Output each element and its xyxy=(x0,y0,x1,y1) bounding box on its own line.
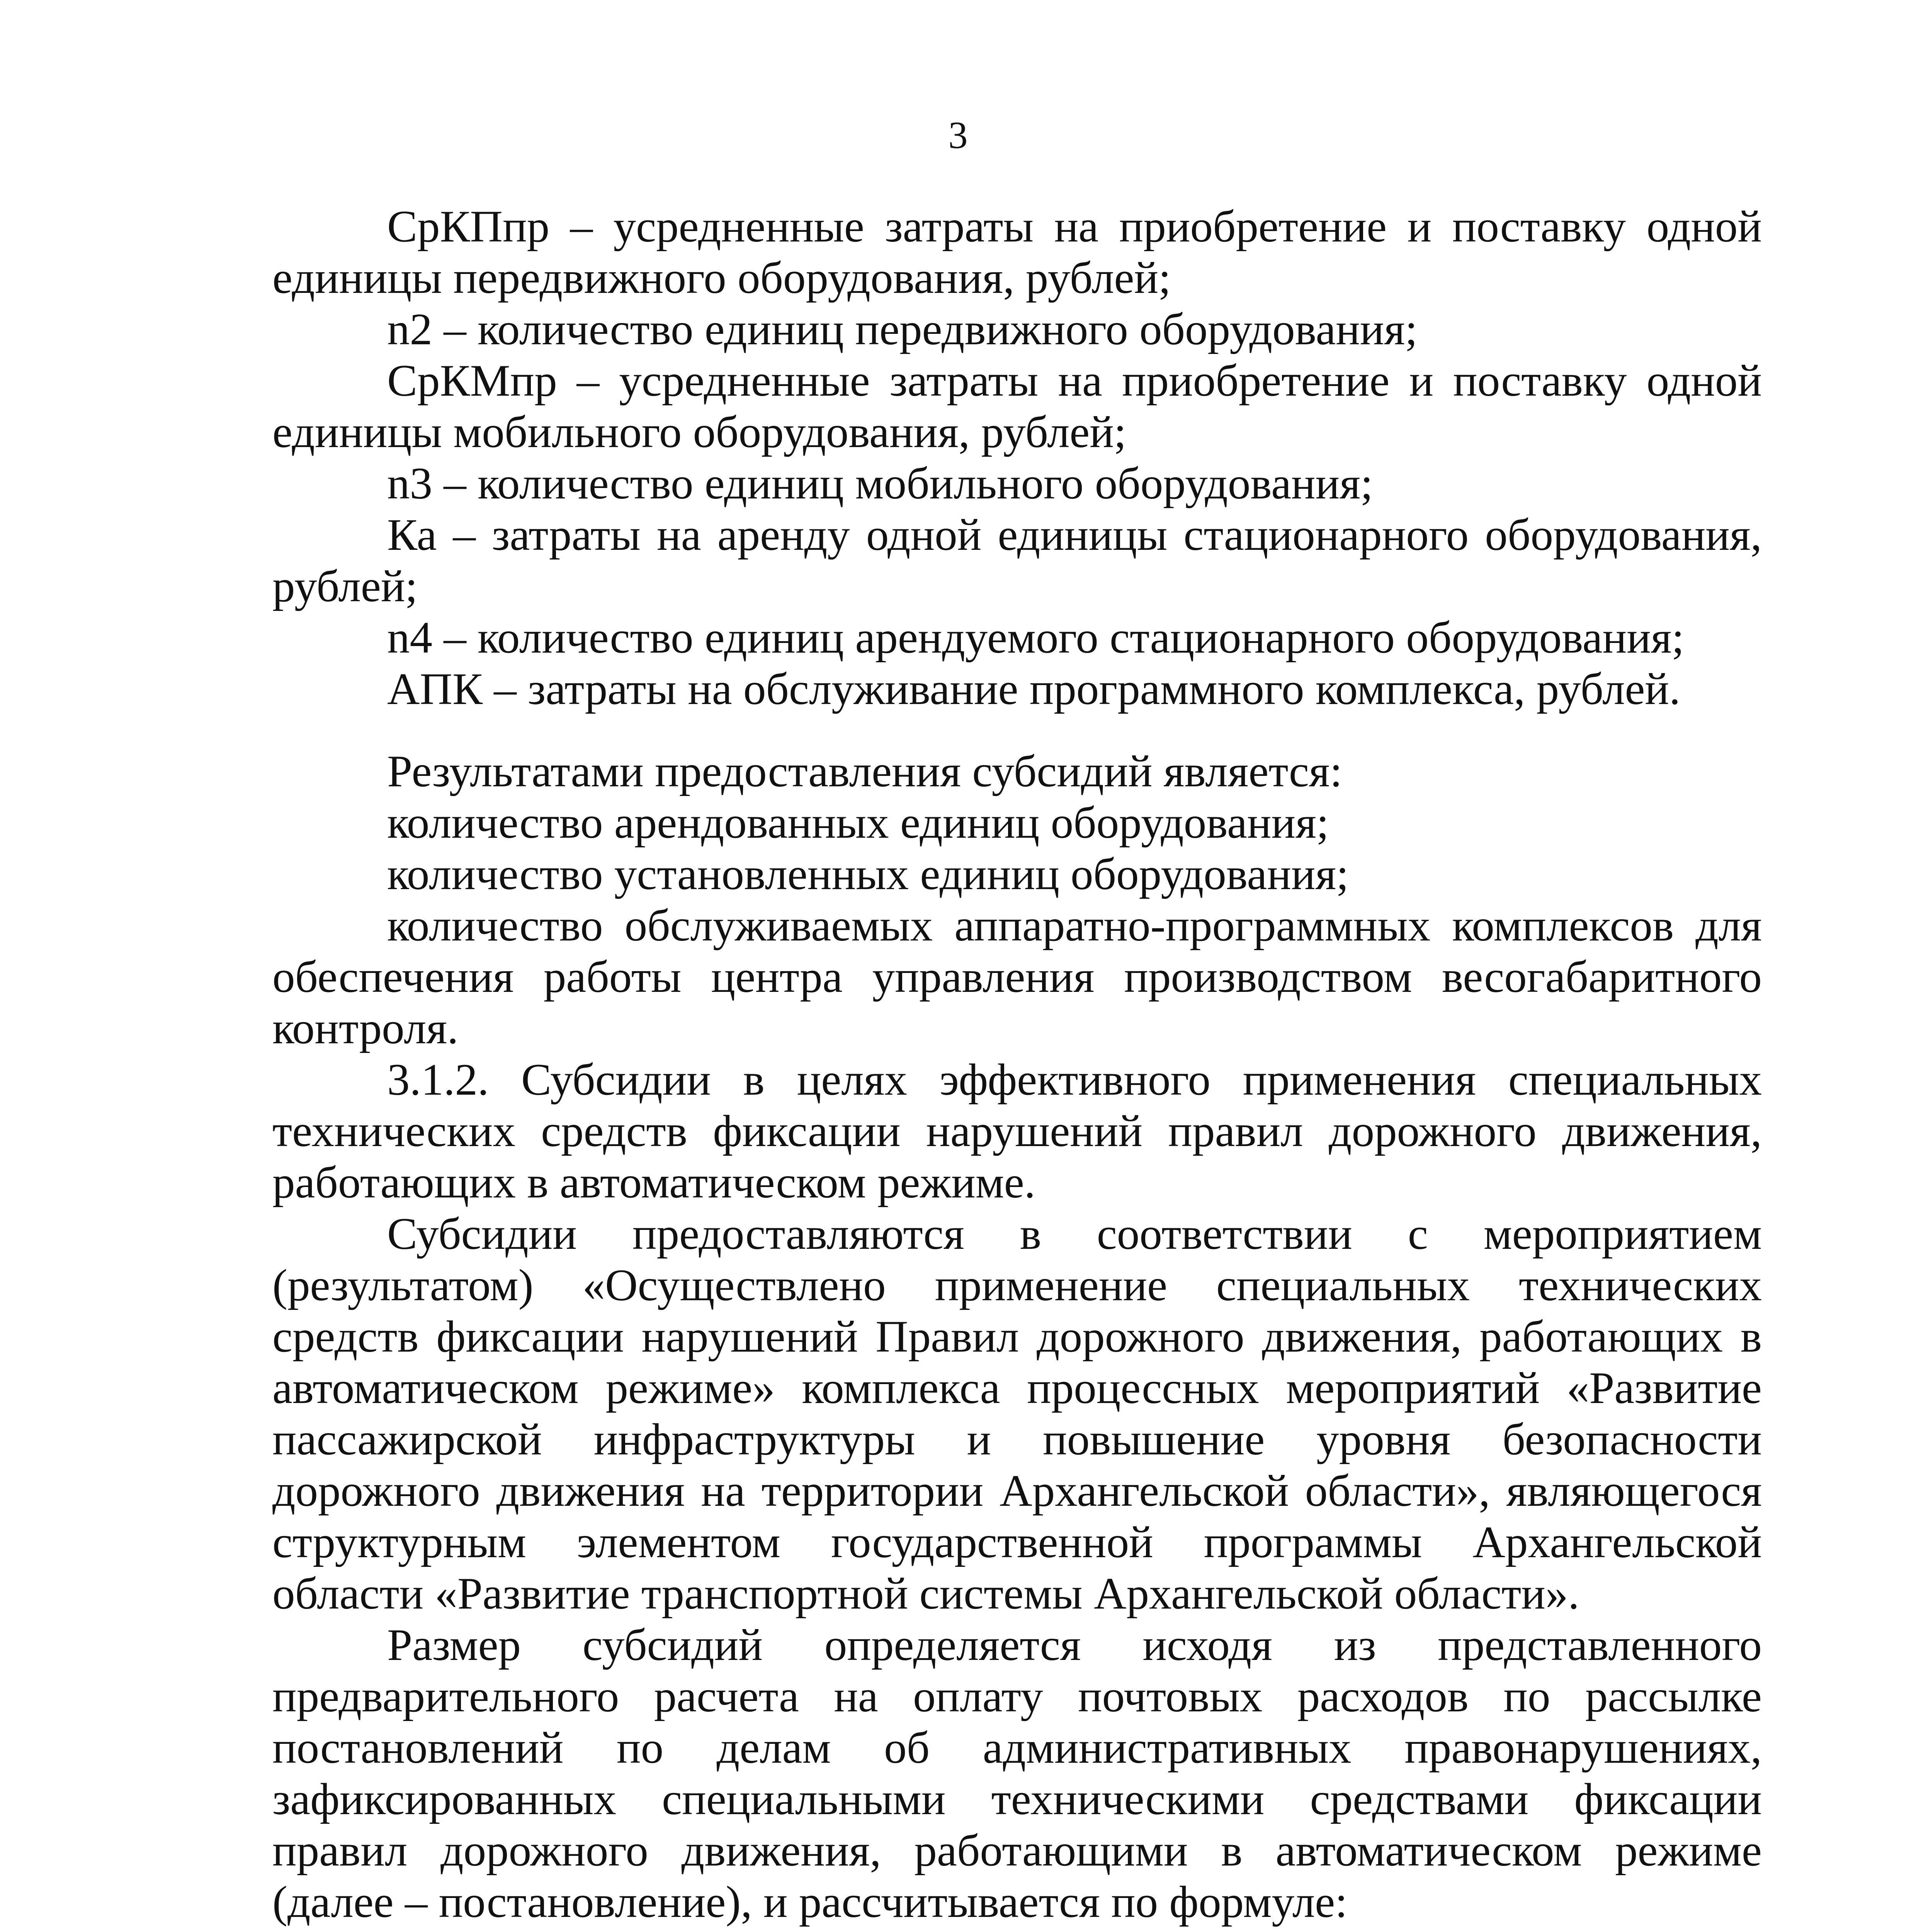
document-body xyxy=(272,201,1762,1932)
page-number: 3 xyxy=(948,114,968,156)
results-item: количество установленных единиц оборудования; xyxy=(387,849,1349,899)
definition-n3: n3 – количество единиц мобильного оборудования; xyxy=(387,459,1373,509)
section-heading-3-1-2: 3.1.2. Субсидии в целях эффективного применения специальных технических средств фиксации нарушений правил дорожного движения, работающих в автоматическом режиме. xyxy=(272,1055,1762,1208)
definition-apk: АПК – затраты на обслуживание программного комплекса, рублей. xyxy=(387,664,1681,714)
definition-n4: n4 – количество единиц арендуемого стационарного оборудования; xyxy=(387,613,1685,663)
definition-n2: n2 – количество единиц передвижного оборудования; xyxy=(387,304,1418,354)
definition-srkppr: СрКПпр – усредненные затраты на приобретение и поставку одной единицы передвижного оборудования, рублей; xyxy=(272,202,1762,303)
definition-ka: Ка – затраты на аренду одной единицы стационарного оборудования, рублей; xyxy=(272,510,1762,611)
subsidy-size-paragraph: Размер субсидий определяется исходя из представленного предварительного расчета на оплату почтовых расходов по рассылке постановлений по делам об административных правонарушениях, зафиксированных специальными техническими средствами фиксации правил дорожного движения, работающими в автоматическом режиме (далее – постановление), и рассчитывается по формуле: xyxy=(272,1620,1762,1927)
definition-srkmpr: СрКМпр – усредненные затраты на приобретение и поставку одной единицы мобильного оборудования, рублей; xyxy=(272,356,1762,457)
results-item: количество арендованных единиц оборудования; xyxy=(387,798,1329,848)
results-intro: Результатами предоставления субсидий является: xyxy=(387,747,1343,796)
subsidy-paragraph: Субсидии предоставляются в соответствии с мероприятием (результатом) «Осуществлено применение специальных технических средств фиксации нарушений Правил дорожного движения, работающих в автоматическом режиме» комплекса процессных мероприятий «Развитие пассажирской инфраструктуры и повышение уровня безопасности дорожного движения на территории Архангельской области», являющегося структурным элементом государственной программы Архангельской области «Развитие транспортной системы Архангельской области». xyxy=(272,1209,1762,1619)
results-item: количество обслуживаемых аппаратно-программных комплексов для обеспечения работы центра управления производством весогабаритного контроля. xyxy=(272,901,1762,1053)
